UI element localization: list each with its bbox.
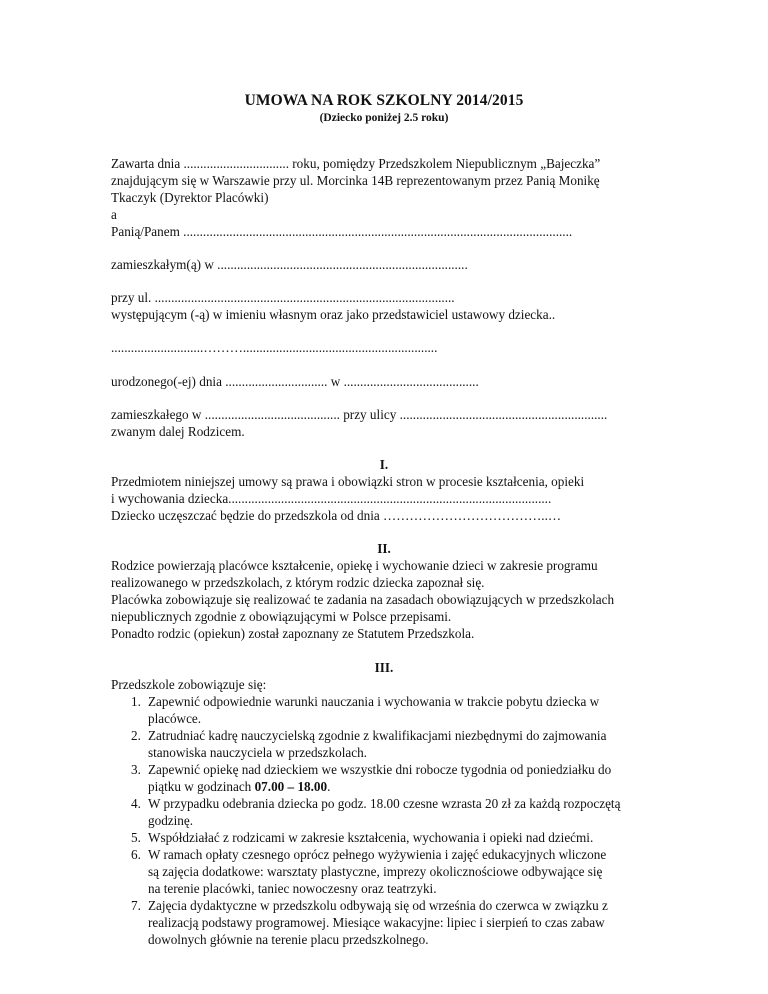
section-2-line-5: Ponadto rodzic (opiekun) został zapoznany ze Statutem Przedszkola. [111,626,475,641]
list-item-text: Współdziałać z rodzicami w zakresie kształcenia, wychowania i opieki nad dziećmi. [148,830,594,845]
list-item-text: na terenie placówki, taniec nowoczesny oraz teatrzyki. [148,881,437,896]
parties-line-7: przy ul. ........................................................................................... [111,290,455,305]
document-title: UMOWA NA ROK SZKOLNY 2014/2015 [244,92,524,109]
section-1-line-3: Dziecko uczęszczać będzie do przedszkola od dnia ………………………………..… [111,508,562,523]
list-item-number: 6. [131,847,141,862]
list-item-text: W ramach opłaty czesnego oprócz pełnego wyżywienia i zajęć edukacyjnych wliczone [148,847,607,862]
section-2-heading: II. [377,541,391,556]
list-item-text: stanowiska nauczyciela w przedszkolach. [148,745,367,760]
list-item-text: Zajęcia dydaktyczne w przedszkolu odbywają się od września do czerwca w związku z [148,898,608,913]
list-item-text: placówce. [148,711,202,726]
hours-prefix: piątku w godzinach [148,779,255,794]
list-item-number: 3. [131,762,141,777]
parties-line-11: zamieszkałego w ......................................... przy ulicy ............................................................... [111,407,608,422]
parties-line-10: urodzonego(-ej) dnia ............................... w ......................................... [111,374,479,389]
opening-hours: 07.00 – 18.00 [254,779,328,794]
list-item-text: realizacją podstawy programowej. Miesiące wakacyjne: lipiec i sierpień to czas zabaw [148,915,605,930]
parties-line-5: Panią/Panem ...................................................................................................................... [111,224,573,239]
parties-line-9: ............................………........................................................... [111,340,438,355]
section-3-intro: Przedszkole zobowiązuje się: [111,677,267,692]
section-1-line-2: i wychowania dziecka.................................................................................................. [111,491,552,506]
section-2-line-1: Rodzice powierzają placówce kształcenie, opiekę i wychowanie dzieci w zakresie programu [111,558,598,573]
list-item-number: 7. [131,898,141,913]
list-item-text: Zapewnić opiekę nad dzieckiem we wszystkie dni robocze tygodnia od poniedziałku do [148,762,612,777]
section-1-line-1: Przedmiotem niniejszej umowy są prawa i obowiązki stron w procesie kształcenia, opieki [111,474,585,489]
parties-line-12: zwanym dalej Rodzicem. [111,424,245,439]
parties-line-2: znajdującym się w Warszawie przy ul. Morcinka 14B reprezentowanym przez Panią Monikę [111,173,600,188]
section-2-line-2: realizowanego w przedszkolach, z którym rodzic dziecka zapoznał się. [111,575,485,590]
section-2-line-4: niepublicznych zgodnie z obowiązującymi w Polsce przepisami. [111,609,452,624]
parties-line-8: występującym (-ą) w imieniu własnym oraz jako przedstawiciel ustawowy dziecka.. [111,307,556,322]
parties-line-3: Tkaczyk (Dyrektor Placówki) [111,190,269,205]
section-3-heading: III. [374,660,394,675]
list-item-text: są zajęcia dodatkowe: warsztaty plastyczne, imprezy okolicznościowe odbywające się [148,864,603,879]
list-item-text: dowolnych głównie na terenie placu przedszkolnego. [148,932,429,947]
list-item-text: Zatrudniać kadrę nauczycielską zgodnie z kwalifikacjami niezbędnymi do zajmowania [148,728,607,743]
section-2-line-3: Placówka zobowiązuje się realizować te zadania na zasadach obowiązujących w przedszkolach [111,592,615,607]
list-item-number: 1. [131,694,141,709]
list-item-text: godzinę. [148,813,194,828]
parties-line-6: zamieszkałym(ą) w ............................................................................ [111,257,468,272]
list-item-number: 5. [131,830,141,845]
list-item-text: Zapewnić odpowiednie warunki nauczania i wychowania w trakcie pobytu dziecka w [148,694,600,709]
parties-line-1: Zawarta dnia ................................ roku, pomiędzy Przedszkolem Niepublicznym „Bajeczka” [111,156,601,171]
list-item-number: 4. [131,796,141,811]
hours-suffix: . [327,779,331,794]
list-item-number: 2. [131,728,141,743]
parties-line-4: a [111,207,117,222]
list-item-text: W przypadku odebrania dziecka po godz. 18.00 czesne wzrasta 20 zł za każdą rozpoczętą [148,796,621,811]
section-1-heading: I. [379,457,389,472]
document-subtitle: (Dziecko poniżej 2.5 roku) [319,112,449,124]
list-item-text [148,778,330,795]
